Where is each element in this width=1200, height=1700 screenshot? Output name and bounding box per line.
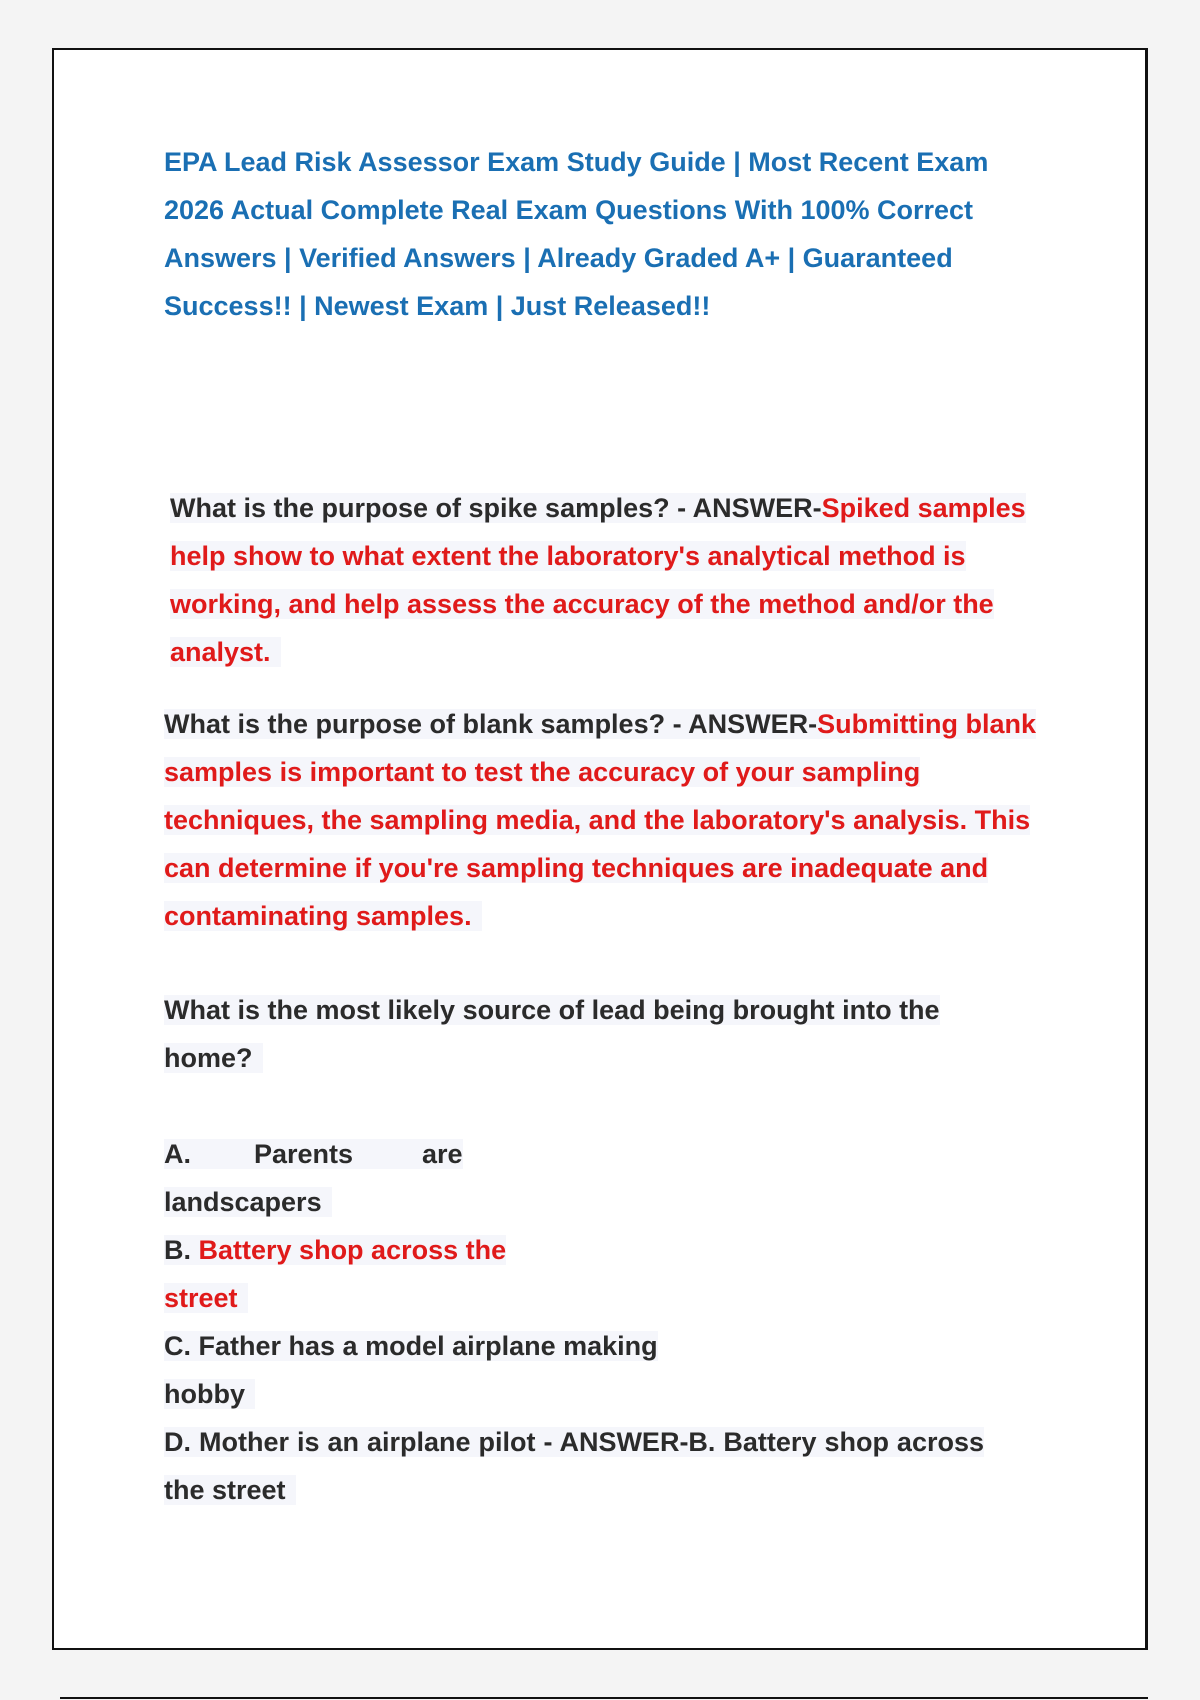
document-title: EPA Lead Risk Assessor Exam Study Guide | Most Recent Exam 2026 Actual Complete Real Exam Questions With 100% Correct Answers | Verified Answers | Already Graded A+ | Guaranteed Success!! | Newest Exam | Just Released!! — [164, 147, 989, 321]
option-d-text: D. Mother is an airplane pilot - ANSWER-B. Battery shop across the street — [164, 1427, 984, 1505]
option-d-with-answer — [164, 1418, 984, 1514]
answer-2-text: Submitting blank samples is important to test the accuracy of your sampling techniques, the sampling media, and the laboratory's analysis. This can determine if you're sampling techniques are inadequate and contaminating samples. — [164, 709, 1037, 931]
question-3 — [164, 986, 1004, 1082]
question-1-text: What is the purpose of spike samples? - ANSWER- — [170, 493, 822, 523]
answer-1-text: Spiked samples help show to what extent the laboratory's analytical method is working, and help assess the accuracy of the method and/or the analyst. — [170, 493, 1026, 667]
document-content — [164, 138, 1044, 1514]
option-b-prefix: B. — [164, 1235, 199, 1265]
question-2 — [164, 700, 1044, 940]
document-page — [52, 48, 1148, 1650]
option-a-word-2: are — [422, 1139, 463, 1169]
option-c — [164, 1322, 669, 1418]
option-a-word-1: Parents — [254, 1139, 354, 1169]
option-a-word-3: landscapers — [164, 1187, 322, 1217]
question-3-text: What is the most likely source of lead being brought into the home? — [164, 995, 940, 1073]
option-a — [164, 1130, 464, 1226]
option-a-prefix: A. — [164, 1139, 191, 1169]
option-b-text: Battery shop across the street — [164, 1235, 507, 1313]
question-1 — [164, 484, 1050, 676]
option-c-text: C. Father has a model airplane making hobby — [164, 1331, 658, 1409]
next-page-edge — [60, 1697, 1148, 1699]
question-2-text: What is the purpose of blank samples? - ANSWER- — [164, 709, 818, 739]
option-b — [164, 1226, 524, 1322]
